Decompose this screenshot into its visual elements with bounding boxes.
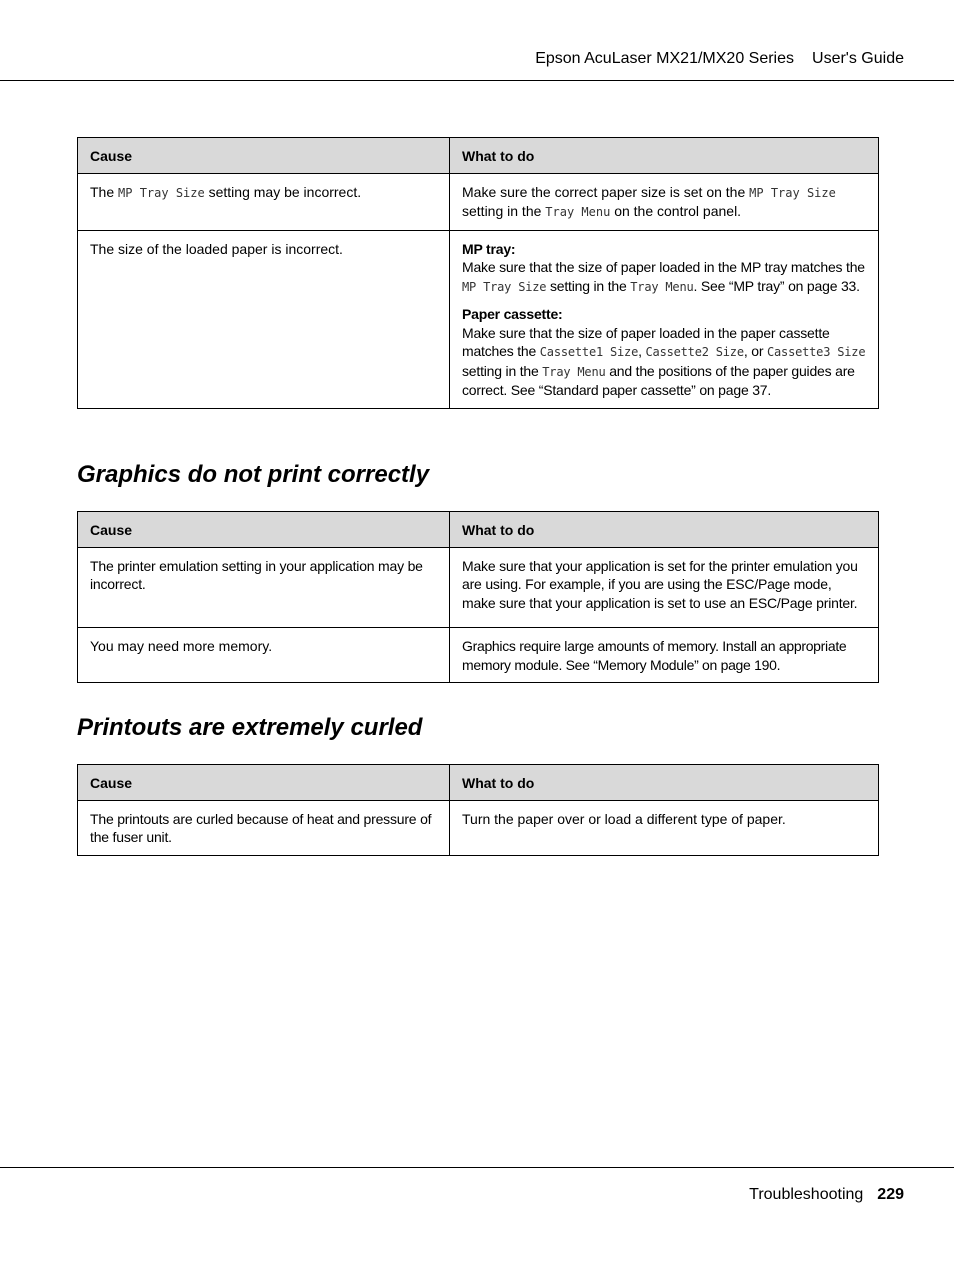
column-header-what-to-do: What to do: [450, 138, 879, 174]
what-to-do-cell: Turn the paper over or load a different type of paper.: [450, 800, 879, 855]
cause-cell: [78, 173, 450, 230]
table-header-row: [78, 765, 879, 801]
menu-setting-code: MP Tray Size: [749, 185, 836, 200]
cause-cell: The printouts are curled because of heat and pressure of the fuser unit.: [78, 800, 450, 855]
what-to-do-cell: Make sure that your application is set for the printer emulation you are using. For example, if you are using the ESC/Page mode, make sure that your application is set to use an ESC/Page printer.: [450, 547, 879, 628]
cause-cell: You may need more memory.: [78, 628, 450, 683]
menu-setting-code: Cassette3 Size: [767, 345, 866, 359]
header-rule: [0, 80, 954, 81]
graphics-table: [77, 511, 879, 683]
text: setting in the: [462, 362, 543, 379]
text: The: [90, 183, 119, 200]
cause-cell: The size of the loaded paper is incorrect.: [78, 230, 450, 408]
text: setting in the: [546, 277, 631, 294]
table-row: [78, 800, 879, 855]
text: , or: [743, 343, 767, 359]
table-header-row: [78, 512, 879, 548]
text: Make sure that the size of paper loaded in the MP tray matches the: [462, 259, 865, 275]
menu-setting-code: Cassette2 Size: [645, 345, 744, 359]
column-header-what-to-do: What to do: [450, 512, 879, 548]
text: Make sure the correct paper size is set on the: [462, 183, 750, 200]
running-footer: [749, 1186, 904, 1204]
table-header-row: [78, 138, 879, 174]
text: and the positions of the paper guides are correct. See “Standard paper cassette” on page 37.: [462, 362, 855, 398]
running-header: [535, 50, 904, 68]
text: Make sure that the size of paper loaded in the paper cassette matches the: [462, 324, 830, 359]
paper-cassette-heading: Paper cassette:: [462, 306, 563, 322]
curled-table: [77, 764, 879, 856]
table-row: [78, 628, 879, 683]
text: on the control panel.: [610, 203, 742, 219]
text: setting may be incorrect.: [204, 183, 362, 200]
header-guide-title: User's Guide: [812, 50, 904, 67]
footer-rule: [0, 1167, 954, 1168]
menu-setting-code: Tray Menu: [630, 279, 694, 294]
header-product-title: Epson AcuLaser MX21/MX20 Series: [535, 50, 795, 67]
menu-setting-code: MP Tray Size: [118, 185, 205, 200]
cause-cell: The printer emulation setting in your application may be incorrect.: [78, 547, 450, 628]
page-number: 229: [877, 1186, 904, 1203]
menu-setting-code: Cassette1 Size: [539, 345, 639, 359]
section-heading-graphics: Graphics do not print correctly: [77, 461, 430, 488]
section-heading-curled: Printouts are extremely curled: [77, 714, 423, 741]
menu-setting-code: Tray Menu: [545, 205, 611, 219]
what-to-do-cell: Graphics require large amounts of memory. Install an appropriate memory module. See “Memory Module” on page 190.: [450, 628, 879, 683]
column-header-cause: Cause: [78, 765, 450, 801]
text: setting in the: [462, 203, 546, 219]
what-to-do-cell: [450, 173, 879, 230]
text: ,: [638, 343, 646, 359]
menu-setting-code: Tray Menu: [542, 364, 606, 379]
column-header-cause: Cause: [78, 512, 450, 548]
what-to-do-cell: [450, 230, 879, 408]
column-header-what-to-do: What to do: [450, 765, 879, 801]
menu-setting-code: MP Tray Size: [462, 279, 547, 294]
column-header-cause: Cause: [78, 138, 450, 174]
text: . See “MP tray” on page 33.: [693, 277, 860, 294]
table-row: [78, 547, 879, 628]
mp-tray-heading: MP tray:: [462, 240, 516, 257]
paper-size-table: [77, 137, 879, 409]
table-row: [78, 230, 879, 408]
footer-section-name: Troubleshooting: [749, 1186, 864, 1203]
table-row: [78, 173, 879, 230]
